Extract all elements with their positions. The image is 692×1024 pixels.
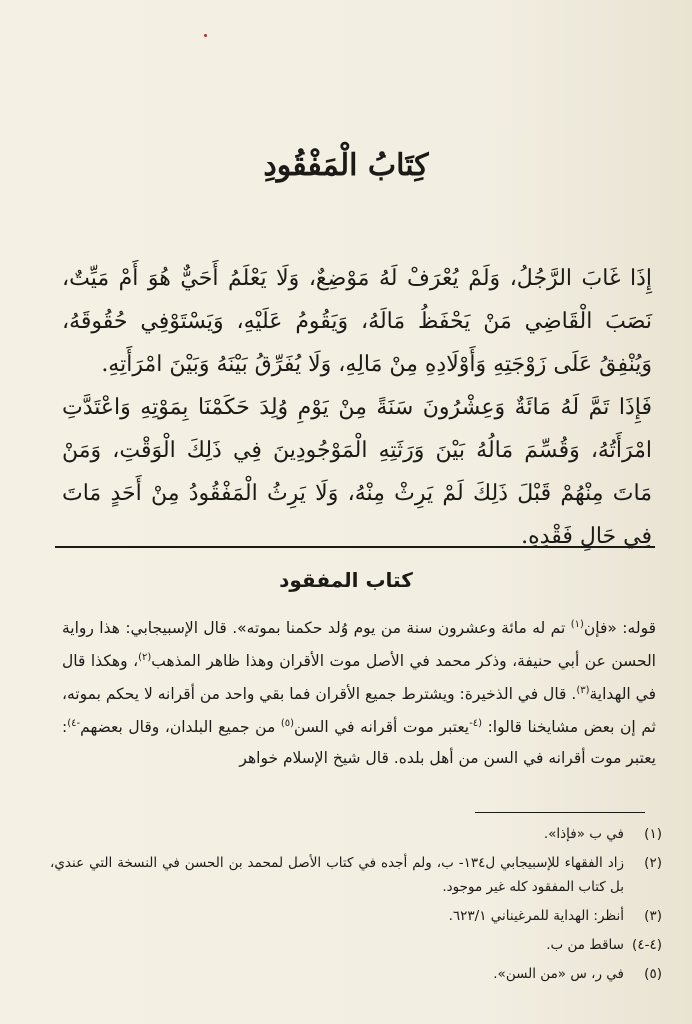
footnote-text: في ب «فإذا». — [543, 826, 624, 842]
footnote-ref: (٢) — [138, 652, 152, 664]
commentary-part: ، وهكذا قال في الهداية — [62, 652, 656, 704]
footnote-item — [50, 851, 662, 899]
commentary-part: يعتبر موت أقرانه في السن — [294, 718, 470, 737]
footnotes — [50, 822, 662, 991]
footnote-rule — [475, 812, 645, 813]
commentary-part: . قال في الذخيرة: ويشترط جميع الأقران فما بقي واحد من أقرانه لا يحكم بموته، ثم إن بعض مشايخنا قالوا: — [61, 685, 656, 737]
commentary-part: تم له مائة وعشرون سنة من يوم وُلد حكمنا بموته». قال الإسبيجابي: هذا رواية الحسن عن أبي حنيفة، وذكر محمد في الأصل موت الأقران وهذا ظاهر المذهب — [62, 619, 656, 671]
footnote-text: ساقط من ب. — [546, 937, 624, 953]
section-separator — [55, 546, 655, 548]
footnote-number: (٤-٤) — [632, 937, 662, 953]
ink-dot — [204, 34, 207, 37]
footnote-number: (١) — [644, 826, 662, 842]
footnote-number: (٥) — [644, 966, 662, 982]
footnote-text: زاد الفقهاء للإسبيجابي ل١٣٤- ب، ولم أجده في كتاب الأصل لمحمد بن الحسن في النسخة التي عندي، بل كتاب المفقود كله غير موجود. — [50, 855, 624, 895]
footnote-item — [50, 822, 662, 846]
commentary-part: قوله: «فإن — [583, 619, 656, 638]
footnote-item — [50, 962, 662, 986]
footnote-ref: (٣) — [576, 685, 590, 697]
footnote-number: (٣) — [644, 908, 662, 924]
footnote-ref: (٤- — [469, 718, 482, 730]
chapter-title: كِتَابُ الْمَفْقُودِ — [263, 148, 429, 183]
commentary-title: كتاب المفقود — [279, 568, 413, 592]
matn-paragraph-1: إِذَا غَابَ الرَّجُلُ، وَلَمْ يُعْرَفْ لَهُ مَوْضِعٌ، وَلَا يَعْلَمُ أَحَيٌّ هُوَ أَمْ مَيِّتٌ، نَصَبَ الْقَاضِي مَنْ يَحْفَظُ مَالَهُ، وَيَقُومُ عَلَيْهِ، وَيَسْتَوْفِي حُقُوقَهُ، وَيُنْفِقُ عَلَى زَوْجَتِهِ وَأَوْلَادِهِ مِنْ مَالِهِ، وَلَا يُفَرِّقُ بَيْنَهُ وَبَيْنَ امْرَأَتِهِ. — [62, 266, 652, 377]
footnote-number: (٢) — [644, 855, 662, 871]
footnote-text: أنظر: الهداية للمرغيناني ٦٢٣/١. — [448, 908, 624, 924]
footnote-item — [50, 904, 662, 928]
footnote-item — [50, 933, 662, 957]
commentary-part: : يعتبر موت أقرانه في السن من أهل بلده. قال شيخ الإسلام خواهر — [62, 718, 656, 767]
footnote-ref: -٤) — [67, 718, 81, 730]
commentary-text — [62, 610, 656, 773]
matn-paragraph-2: فَإِذَا تَمَّ لَهُ مَائَةٌ وَعِشْرُونَ سَنَةً مِنْ يَوْمِ وُلِدَ حَكَمْنَا بِمَوْتِهِ وَاعْتَدَّتِ امْرَأَتُهُ، وَقُسِّمَ مَالُهُ بَيْنَ وَرَثَتِهِ الْمَوْجُودِينَ فِي ذَلِكَ الْوَقْتِ، وَمَنْ مَاتَ مِنْهُمْ قَبْلَ ذَلِكَ لَمْ يَرِثْ مِنْهُ، وَلَا يَرِثُ الْمَفْقُودُ مِنْ أَحَدٍ مَاتَ فِي حَالِ فَقْدِهِ. — [62, 395, 652, 549]
footnote-ref: (١) — [570, 619, 584, 630]
footnote-ref: (٥) — [280, 718, 295, 730]
commentary-part: من جميع البلدان، وقال بعضهم — [80, 718, 276, 737]
footnote-text: في ر، س «من السن». — [493, 966, 624, 982]
